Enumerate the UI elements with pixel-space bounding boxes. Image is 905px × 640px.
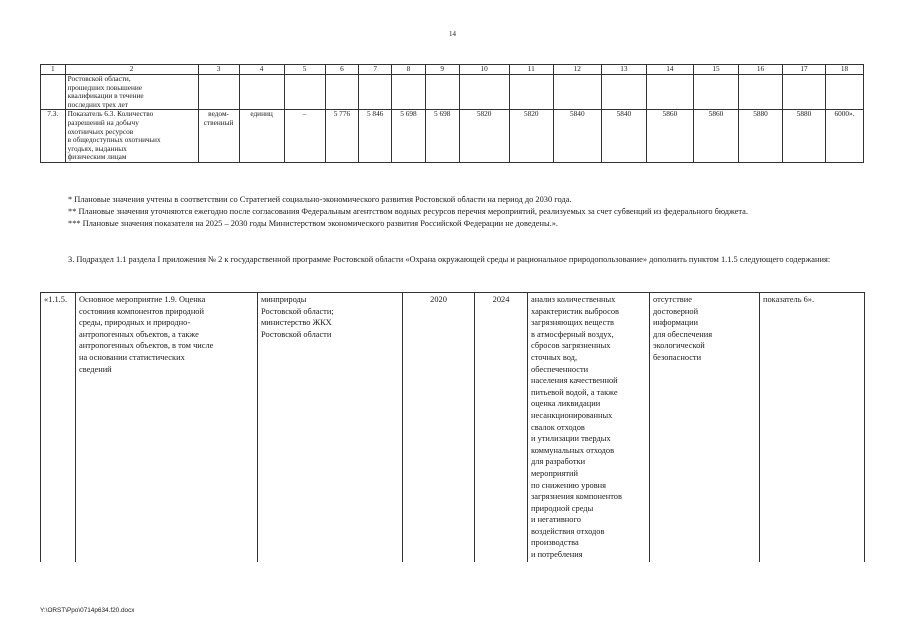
column-number: 18 <box>826 65 864 75</box>
event-name: Основное мероприятие 1.9. Оценка состояния компонентов природной среды, природных и природно- антропогенных объектов, а также антропогенных объектов, в том числе на основании статистических сведений <box>76 293 258 562</box>
table-row <box>41 293 865 562</box>
value-cell: 5860 <box>646 110 693 163</box>
column-number: 2 <box>65 65 198 75</box>
page-number: 14 <box>449 30 456 38</box>
column-number: 5 <box>284 65 325 75</box>
column-number: 12 <box>553 65 601 75</box>
value-cell: 5 776 <box>325 110 359 163</box>
column-number: 4 <box>239 65 284 75</box>
end-year: 2024 <box>475 293 528 562</box>
column-number: 7 <box>359 65 392 75</box>
indicator-name-continued: Ростовской области, прошедших повышение квалификации в течение последних трех лет <box>65 75 198 110</box>
start-year: 2020 <box>403 293 475 562</box>
value-cell: 6000». <box>826 110 864 163</box>
column-number: 1 <box>41 65 66 75</box>
value-cell: 5 698 <box>425 110 459 163</box>
row-number: 7.3. <box>41 110 66 163</box>
table-row <box>41 75 864 110</box>
table-header-row <box>41 65 864 75</box>
amendment-paragraph: 3. Подраздел 1.1 раздела I приложения № 2 к государственной программе Ростовской области «Охрана окружающей среды и рациональное природопользование» дополнить пунктом 1.1.5 следующего содержания: <box>68 255 831 264</box>
table-row <box>41 110 864 163</box>
consequence: отсутствие достоверной информации для обеспечения экологической безопасности <box>650 293 760 562</box>
indicator-name: Показатель 6.3. Количество разрешений на добычу охотничьих ресурсов в общедоступных охотничьих угодьях, выданных физическим лицам <box>65 110 198 163</box>
column-number: 11 <box>509 65 553 75</box>
column-number: 14 <box>646 65 693 75</box>
footnote: * Плановые значения учтены в соответствии со Стратегией социально-экономического развития Ростовской области на период до 2030 года. <box>68 195 572 204</box>
indicator-link: показатель 6». <box>760 293 865 562</box>
column-number: 17 <box>783 65 826 75</box>
unit-cell: единиц <box>239 110 284 163</box>
column-number: 10 <box>459 65 509 75</box>
footnote: ** Плановые значения уточняются ежегодно после согласования Федеральным агентством водных ресурсов перечня мероприятий, реализуемых за счет субвенций из федерального бюджета. <box>68 207 748 216</box>
column-number: 15 <box>693 65 738 75</box>
value-cell: 5860 <box>693 110 738 163</box>
footnotes <box>40 194 864 230</box>
value-cell: 5880 <box>783 110 826 163</box>
footnote: *** Плановые значения показателя на 2025 – 2030 годы Министерством экономического развития Российской Федерации не доведены.». <box>68 219 558 228</box>
measures-table <box>40 292 865 562</box>
item-number: «1.1.5. <box>41 293 76 562</box>
expected-result: анализ количественных характеристик выбросов загрязняющих веществ в атмосферный воздух, сбросов загрязненных сточных вод, обеспеченности населения качественной питьевой водой, а также оценка ликвидации несанкционированных свалок отходов и утилизации твердых коммунальных отходов для разработки мероприятий по снижению уровня загрязнения компонентов природной среды и негативного воздействия отходов производства и потребления <box>528 293 650 562</box>
value-cell: 5840 <box>601 110 646 163</box>
executor: минприроды Ростовской области; министерство ЖКХ Ростовской области <box>258 293 403 562</box>
value-cell: 5840 <box>553 110 601 163</box>
value-cell: 5 846 <box>359 110 392 163</box>
column-number: 16 <box>739 65 783 75</box>
base-value-cell: – <box>284 110 325 163</box>
document-path: Y:\ORST\Ppo\0714p634.f20.docx <box>40 607 135 614</box>
column-number: 8 <box>392 65 426 75</box>
value-cell: 5820 <box>459 110 509 163</box>
column-number: 9 <box>425 65 459 75</box>
column-number: 6 <box>325 65 359 75</box>
column-number: 3 <box>198 65 239 75</box>
indicators-table <box>40 64 864 163</box>
value-cell: 5820 <box>509 110 553 163</box>
value-cell: 5880 <box>739 110 783 163</box>
indicator-type: ведом- ственный <box>198 110 239 163</box>
value-cell: 5 698 <box>392 110 426 163</box>
column-number: 13 <box>601 65 646 75</box>
